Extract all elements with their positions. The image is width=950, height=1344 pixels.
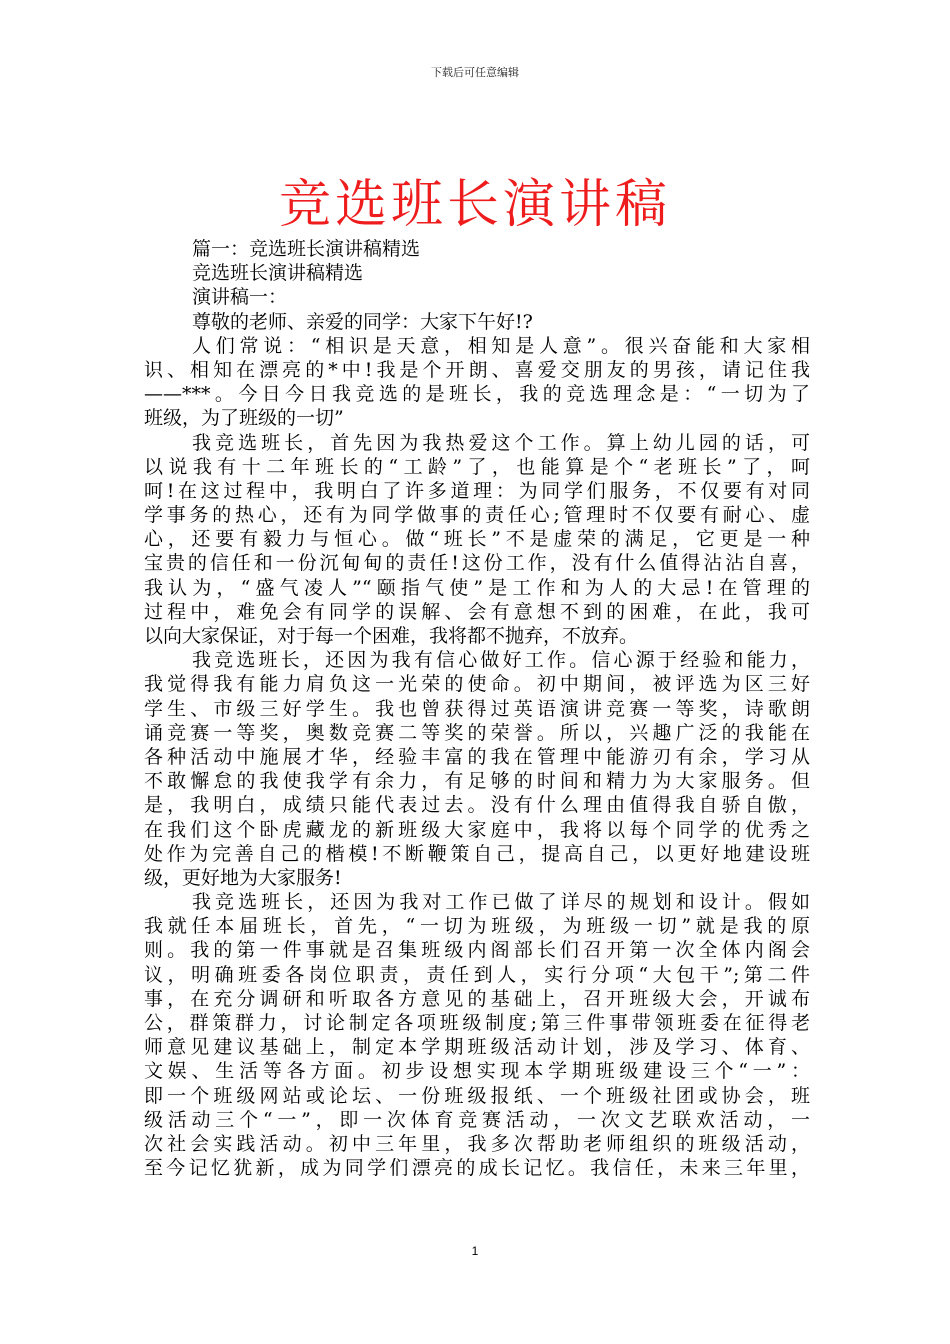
document-body xyxy=(144,237,810,1180)
body-line: 议，明确班委各岗位职责，责任到人，实行分项“大包干”;第二件 xyxy=(144,963,810,986)
body-line: 篇一：竞选班长演讲稿精选 xyxy=(192,238,421,260)
body-line: 我觉得我有能力肩负这一光荣的使命。初中期间，被评选为区三好 xyxy=(144,673,810,696)
body-line: 公，群策群力，讨论制定各项班级制度;第三件事带领班委在征得老 xyxy=(144,1012,810,1034)
body-line: 是，我明白，成绩只能代表过去。没有什么理由值得我自骄自傲， xyxy=(144,794,810,817)
body-line: 各种活动中施展才华，经验丰富的我在管理中能游刃有余，学习从 xyxy=(144,745,810,768)
body-line: 诵竞赛一等奖，奥数竞赛二等奖的荣誉。所以，兴趣广泛的我能在 xyxy=(144,721,810,744)
body-line: 师意见建议基础上，制定本学期班级活动计划，涉及学习、体育、 xyxy=(144,1036,810,1059)
body-line: 我竞选班长，还因为我有信心做好工作。信心源于经验和能力， xyxy=(192,649,810,672)
body-line: 则。我的第一件事就是召集班级内阁部长们召开第一次全体内阁会 xyxy=(144,939,810,962)
body-line: 呵!在这过程中，我明白了许多道理：为同学们服务，不仅要有对同 xyxy=(144,479,810,502)
body-line: 竞选班长演讲稿精选 xyxy=(192,262,364,285)
body-line: 宝贵的信任和一份沉甸甸的责任!这份工作，没有什么值得沾沾自喜， xyxy=(144,552,810,575)
body-line: 文娱、生活等各方面。初步设想实现本学期班级建设三个“一”： xyxy=(144,1060,810,1083)
body-line: 即一个班级网站或论坛、一份班级报纸、一个班级社团或协会，班 xyxy=(144,1084,810,1107)
body-line: 以说我有十二年班长的“工龄”了，也能算是个“老班长”了，呵 xyxy=(144,455,810,478)
page-number: 1 xyxy=(471,1244,479,1258)
body-line: 学生、市级三好学生。我也曾获得过英语演讲竞赛一等奖，诗歌朗 xyxy=(144,697,810,720)
body-line: 尊敬的老师、亲爱的同学：大家下午好!? xyxy=(192,310,533,333)
body-line: 识、相知在漂亮的*中!我是个开朗、喜爱交朋友的男孩，请记住我 xyxy=(144,358,810,381)
body-line: ——***。今日今日我竞选的是班长，我的竞选理念是：“一切为了 xyxy=(144,383,810,406)
body-line: 学事务的热心，还有为同学做事的责任心;管理时不仅要有耐心、虚 xyxy=(144,504,810,527)
header-note: 下载后可任意编辑 xyxy=(431,66,519,79)
body-line: 在我们这个卧虎藏龙的新班级大家庭中，我将以每个同学的优秀之 xyxy=(144,818,810,841)
body-line: 班级，为了班级的一切” xyxy=(144,407,344,430)
body-line: 不敢懈怠的我使我学有余力，有足够的时间和精力为大家服务。但 xyxy=(144,770,810,793)
body-line: 心，还要有毅力与恒心。做“班长”不是虚荣的满足，它更是一种 xyxy=(144,528,810,551)
body-line: 以向大家保证，对于每一个困难，我将都不抛弃，不放弃。 xyxy=(144,625,639,647)
body-line: 演讲稿一： xyxy=(192,286,288,309)
body-line: 我竞选班长，首先因为我热爱这个工作。算上幼儿园的话，可 xyxy=(192,431,810,454)
body-line: 处作为完善自己的楷模!不断鞭策自己，提高自己，以更好地建设班 xyxy=(144,842,810,865)
body-line: 我认为，“盛气凌人”“颐指气使”是工作和为人的大忌!在管理的 xyxy=(144,576,810,599)
body-line: 事，在充分调研和听取各方意见的基础上，召开班级大会，开诚布 xyxy=(144,987,810,1010)
body-line: 过程中，难免会有同学的误解、会有意想不到的困难，在此，我可 xyxy=(144,600,810,623)
body-line: 人们常说：“相识是天意，相知是人意”。很兴奋能和大家相 xyxy=(192,334,810,357)
body-line: 至今记忆犹新，成为同学们漂亮的成长记忆。我信任，未来三年里， xyxy=(144,1157,810,1180)
body-line: 级活动三个“一”，即一次体育竞赛活动，一次文艺联欢活动，一 xyxy=(144,1108,810,1131)
document-title: 竞选班长演讲稿 xyxy=(278,174,671,235)
body-line: 我就任本届班长，首先，“一切为班级，为班级一切”就是我的原 xyxy=(144,915,810,938)
body-line: 次社会实践活动。初中三年里，我多次帮助老师组织的班级活动， xyxy=(144,1132,810,1155)
body-line: 级，更好地为大家服务! xyxy=(144,866,342,889)
body-line: 我竞选班长，还因为我对工作已做了详尽的规划和设计。假如 xyxy=(192,891,810,914)
